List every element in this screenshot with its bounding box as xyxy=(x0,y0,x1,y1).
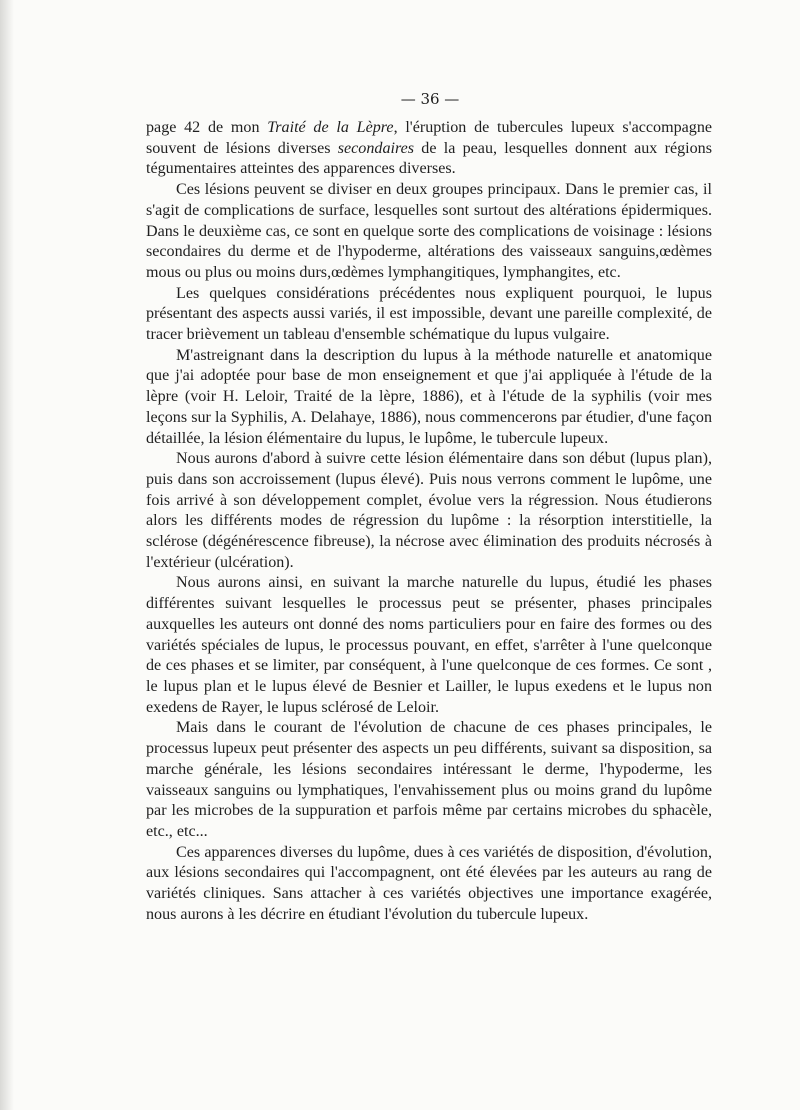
page-number: — 36 — xyxy=(400,90,460,108)
binding-shadow xyxy=(0,0,14,1110)
paragraph-4: M'astreignant dans la description du lupus à la méthode naturelle et anatomique que j'ai adoptée pour base de mon enseignement et que j'ai appliquée à l'étude de la lèpre (voir H. Leloir, Traité de la lèpre, 1886), et à l'étude de la syphilis (voir mes leçons sur la Syphilis, A. Delahaye, 1886), nous commencerons par étudier, d'une façon détaillée, la lésion élémentaire du lupus, le lupôme, le tubercule lupeux. xyxy=(146,346,712,447)
paragraph-6: Nous aurons ainsi, en suivant la marche naturelle du lupus, étudié les phases différentes suivant lesquelles le processus peut se présenter, phases principales auxquelles les auteurs ont donné des noms particuliers pour en faire des formes ou des variétés spéciales de lupus, le processus pouvant, en effet, s'arrêter à l'une quelconque de ces phases et se limiter, par conséquent, à l'une quelconque de ces formes. Ce sont , le lupus plan et le lupus élevé de Besnier et Lailler, le lupus exedens et le lupus non exedens de Rayer, le lupus sclérosé de Leloir. xyxy=(146,574,712,716)
paragraph-8: Ces apparences diverses du lupôme, dues à ces variétés de disposition, d'évolution, aux lésions secondaires qui l'accompagnent, ont été élevées par les auteurs au rang de variétés cliniques. Sans attacher à ces variétés objectives une importance exagérée, nous aurons à les décrire en étudiant l'évolution du tubercule lupeux. xyxy=(146,843,712,923)
paragraph-3: Les quelques considérations précédentes nous expliquent pourquoi, le lupus présentant des aspects aussi variés, il est impossible, devant une pareille complexité, de tracer brièvement un tableau d'ensemble schématique du lupus vulgaire. xyxy=(146,284,712,344)
paragraph-5: Nous aurons d'abord à suivre cette lésion élémentaire dans son début (lupus plan), puis dans son accroissement (lupus élevé). Puis nous verrons comment le lupôme, une fois arrivé à son développement complet, évolue vers la régression. Nous étudierons alors les différents modes de régression du lupôme : la résorption interstitielle, la sclérose (dégénérescence fibreuse), la nécrose avec élimination des produits nécrosés à l'extérieur (ulcération). xyxy=(146,450,712,571)
paragraph-1-part-3: de la peau, lesquelles donnent aux régions tégumentaires atteintes des apparences diverses. xyxy=(146,139,712,178)
body-text xyxy=(146,118,712,925)
paragraph-7: Mais dans le courant de l'évolution de chacune de ces phases principales, le processus lupeux peut présenter des aspects un peu différents, suivant sa disposition, sa marche générale, les lésions secondaires intéressant le derme, l'hypoderme, les vaisseaux sanguins ou lymphatiques, l'envahissement plus ou moins grand du lupôme par les microbes de la suppuration et parfois même par certains microbes du sphacèle, etc., etc... xyxy=(146,719,712,840)
paragraph-2: Ces lésions peuvent se diviser en deux groupes principaux. Dans le premier cas, il s'agit de complications de surface, lesquelles sont surtout des altérations épidermiques. Dans le deuxième cas, ce sont en quelque sorte des complications de voisinage : lésions secondaires du derme et de l'hypoderme, altérations des vaisseaux sanguins,œdèmes mous ou plus ou moins durs,œdèmes lymphangitiques, lymphangites, etc. xyxy=(146,181,712,281)
emphasis-secondaires: secondaires xyxy=(337,139,415,157)
paragraph-1 xyxy=(146,118,712,180)
paragraph-1-part-1: page 42 de mon xyxy=(146,119,268,136)
book-title: Traité de la Lèpre xyxy=(267,119,394,136)
paragraph-1-part-2: , l'éruption de tubercules lupeux s'accompagne souvent de lésions diverses xyxy=(146,119,713,157)
